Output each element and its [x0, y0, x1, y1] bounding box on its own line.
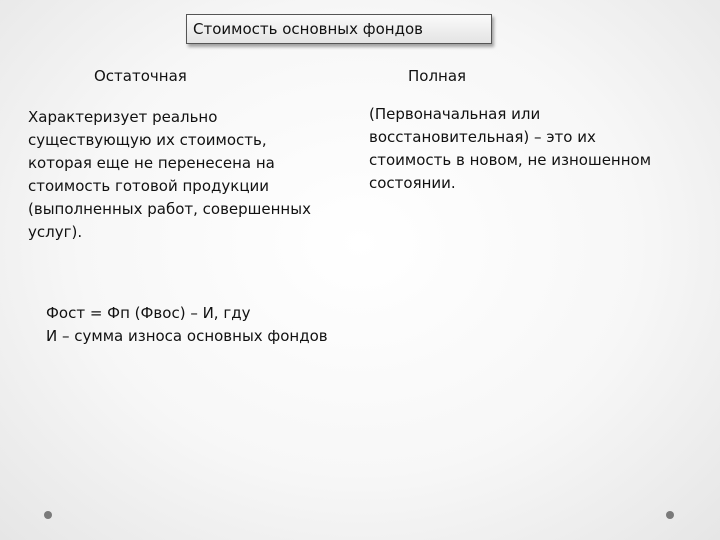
decorative-dot-icon	[666, 511, 674, 519]
full-heading: Полная	[408, 67, 467, 85]
formula-block	[46, 302, 328, 348]
formula-line: Фост = Фп (Фвос) – И, гду	[46, 304, 251, 322]
decorative-dot-icon	[44, 511, 52, 519]
residual-heading: Остаточная	[94, 67, 187, 85]
slide-title: Стоимость основных фондов	[186, 14, 492, 44]
formula-legend: И – сумма износа основных фондов	[46, 327, 328, 345]
residual-description: Характеризует реально существующую их стоимость, которая еще не перенесена на стоимость готовой продукции (выполненных работ, совершенных услуг).	[28, 108, 311, 241]
full-description: (Первоначальная или восстановительная) – это их стоимость в новом, не изношенном состоянии.	[369, 105, 652, 192]
